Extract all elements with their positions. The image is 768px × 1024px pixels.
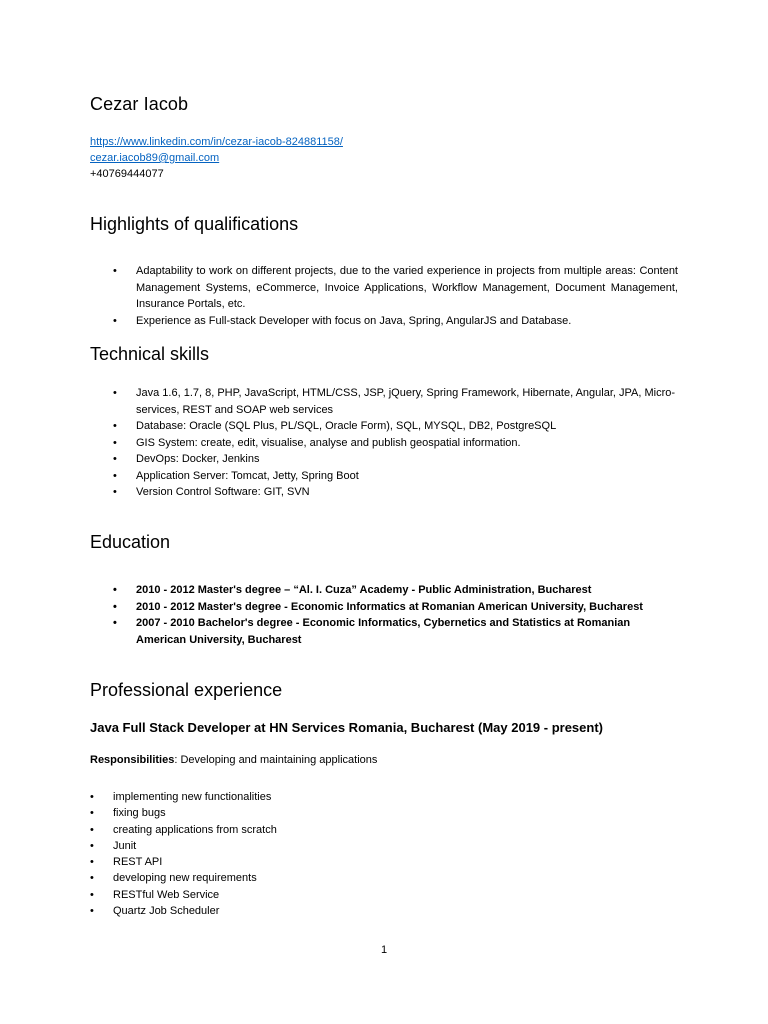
highlights-list (90, 263, 678, 329)
phone-number: +40769444077 (90, 168, 164, 180)
list-item: • GIS System: create, edit, visualise, analyse and publish geospatial information. (90, 435, 678, 452)
highlights-heading: Highlights of qualifications (90, 214, 299, 234)
education-heading: Education (90, 532, 171, 552)
list-item: • Adaptability to work on different projects, due to the varied experience in projects from multiple areas: Content Management Systems, eCommerce, Invoice Applications, Workflow Management, Document Management, Insurance Portals, etc. (90, 263, 678, 313)
list-item: • Java 1.6, 1.7, 8, PHP, JavaScript, HTML/CSS, JSP, jQuery, Spring Framework, Hibernate, Angular, JPA, Micro-services, REST and SOAP web services (90, 385, 678, 418)
list-item: • Experience as Full-stack Developer with focus on Java, Spring, AngularJS and Database. (90, 313, 678, 330)
page-number: 1 (380, 944, 388, 956)
education-list (90, 582, 678, 648)
list-item: • Junit (90, 838, 277, 854)
list-item: • DevOps: Docker, Jenkins (90, 451, 678, 468)
responsibilities-line (90, 754, 377, 766)
job-title: Java Full Stack Developer at HN Services Romania, Bucharest (May 2019 - present) (90, 720, 603, 735)
linkedin-link[interactable]: https://www.linkedin.com/in/cezar-iacob-824881158/ (90, 136, 343, 148)
list-item: • Quartz Job Scheduler (90, 903, 277, 919)
responsibilities-text: : Developing and maintaining applications (174, 754, 378, 766)
list-item: • implementing new functionalities (90, 789, 277, 805)
list-item: • Database: Oracle (SQL Plus, PL/SQL, Oracle Form), SQL, MYSQL, DB2, PostgreSQL (90, 418, 678, 435)
list-item: • RESTful Web Service (90, 887, 277, 903)
list-item: • 2010 - 2012 Master's degree - Economic Informatics at Romanian American University, Bucharest (90, 599, 678, 616)
list-item: • Application Server: Tomcat, Jetty, Spring Boot (90, 468, 678, 485)
professional-experience-heading: Professional experience (90, 680, 283, 700)
candidate-name: Cezar Iacob (90, 94, 189, 114)
technical-skills-list (90, 385, 678, 501)
technical-skills-heading: Technical skills (90, 344, 210, 364)
list-item: • Version Control Software: GIT, SVN (90, 484, 678, 501)
list-item: • 2007 - 2010 Bachelor's degree - Economic Informatics, Cybernetics and Statistics at Romanian American University, Bucharest (90, 615, 678, 648)
responsibilities-label: Responsibilities (90, 754, 175, 766)
email-link[interactable]: cezar.iacob89@gmail.com (90, 152, 220, 164)
list-item: • creating applications from scratch (90, 822, 277, 838)
contact-block (90, 134, 343, 182)
list-item: • 2010 - 2012 Master's degree – “Al. I. Cuza” Academy - Public Administration, Bucharest (90, 582, 678, 599)
list-item: • fixing bugs (90, 805, 277, 821)
responsibilities-list (90, 789, 277, 919)
list-item: • developing new requirements (90, 870, 277, 886)
list-item: • REST API (90, 854, 277, 870)
